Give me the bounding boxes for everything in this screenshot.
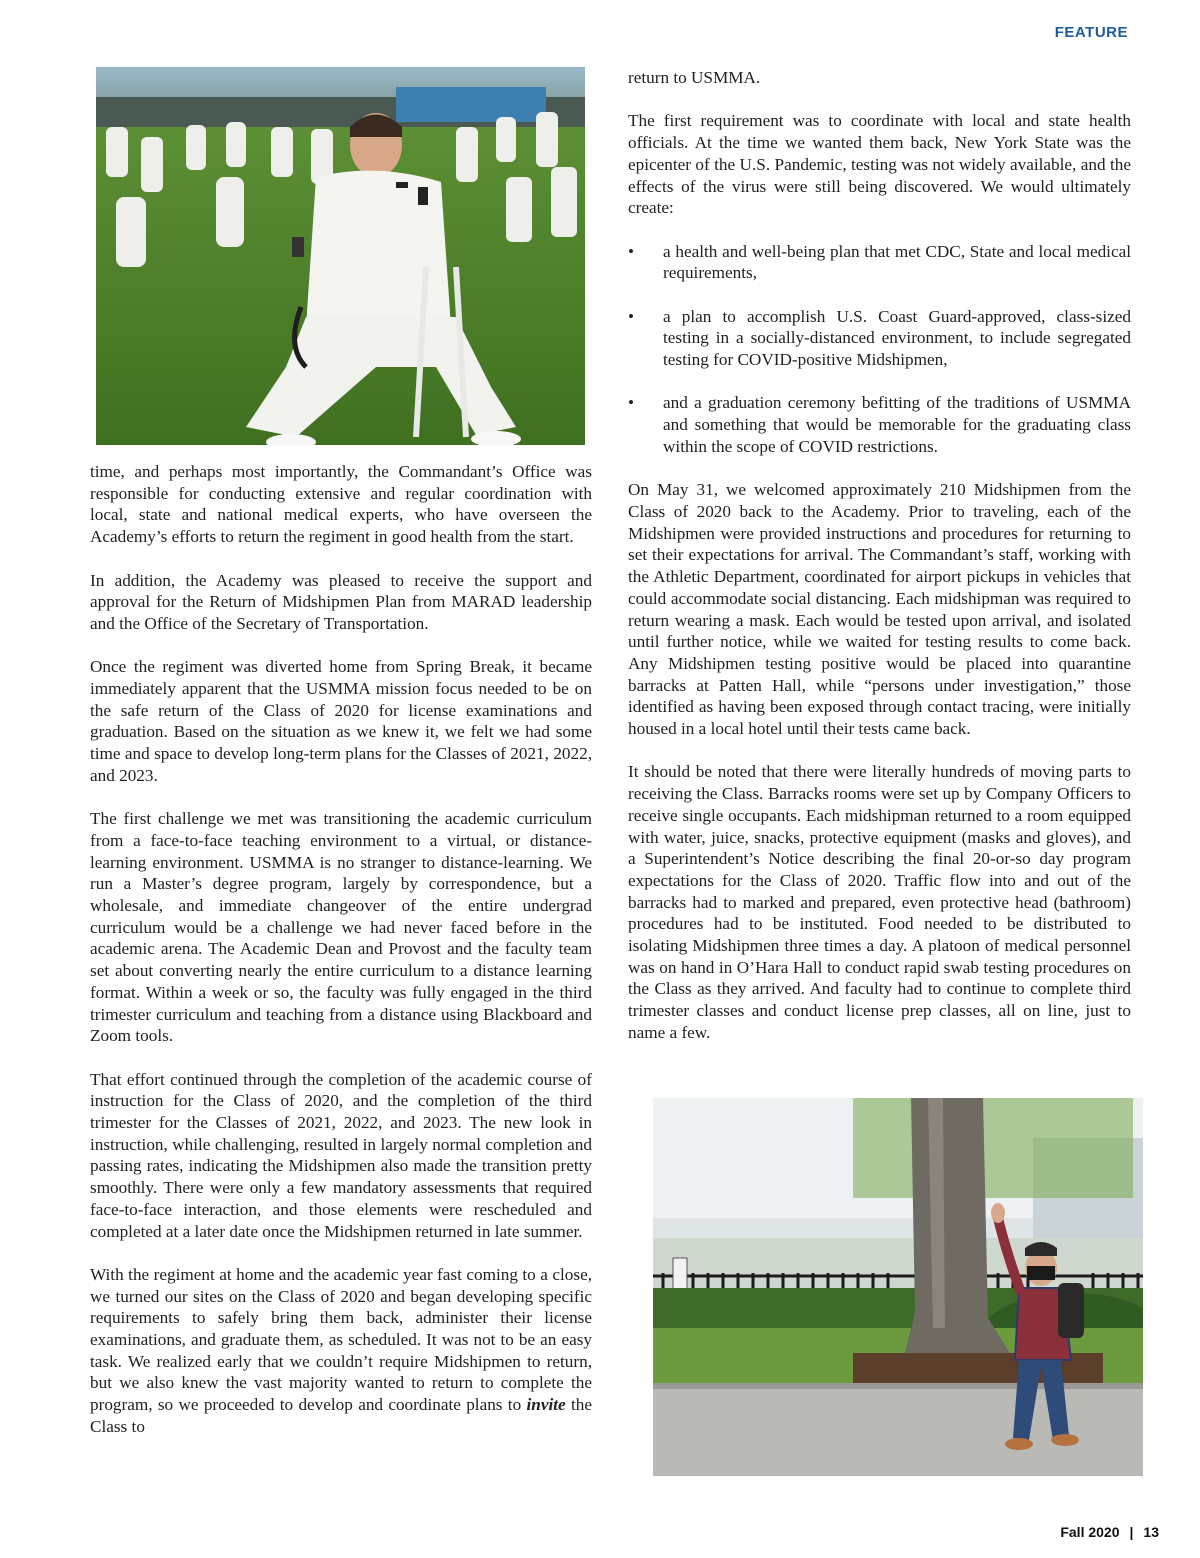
- midshipmen-lawn-photo: [96, 67, 585, 445]
- left-paragraph-4: The first challenge we met was transitioning the academic curriculum from a face-to-face teaching environment to a virtual, or distance-learning environment. USMMA is no stranger to distance-learning. We run a Master’s degree program, largely by correspondence, but a wholesale, and immediate changeover of the entire undergrad curriculum would be a challenge we had never faced before in the academic arena. The Academic Dean and Provost and the faculty team set about converting nearly the entire curriculum to a distance learning format. Within a week or so, the faculty was fully engaged in the third trimester curriculum and teaching from a distance using Blackboard and Zoom tools.: [90, 809, 592, 1046]
- right-paragraph-1: The first requirement was to coordinate with local and state health officials. At the time we wanted them back, New York State was the epicenter of the U.S. Pandemic, testing was not widely available, and the effects of the virus were still being discovered. We would ultimately create:: [628, 111, 1131, 218]
- bullet-icon: •: [628, 393, 635, 413]
- page-footer: [1060, 1524, 1159, 1540]
- left-paragraph-3: Once the regiment was diverted home from Spring Break, it became immediately apparent that the USMMA mission focus needed to be on the safe return of the Class of 2020 for license examinations and graduation. Based on the situation as we knew it, we felt we had some time and space to develop long-term plans for the Classes of 2021, 2022, and 2023.: [90, 657, 592, 785]
- issue-label: Fall 2020: [1060, 1524, 1120, 1540]
- bullet-icon: •: [628, 306, 635, 326]
- list-item-text: a plan to accomplish U.S. Coast Guard-approved, class-sized testing in a socially-distanced environment, to include segregated testing for COVID-positive Midshipmen,: [663, 306, 1131, 370]
- left-paragraph-6-end: the Class to: [90, 1395, 592, 1436]
- list-item: [628, 241, 1131, 284]
- list-item: [628, 392, 1131, 457]
- invite-emphasis: invite: [526, 1395, 566, 1415]
- left-paragraph-5: That effort continued through the completion of the academic course of instruction for the Class of 2020, and the completion of the third trimester for the Classes of 2021, 2022, and 2023. The new look in instruction, while challenging, resulted in largely normal completion and passing rates, indicating the Midshipmen also made the transition pretty smoothly. There were only a few mandatory assessments that required face-to-face interaction, and those elements were rescheduled and completed at a later date once the Midshipmen returned in late summer.: [90, 1069, 592, 1241]
- left-paragraph-1: time, and perhaps most importantly, the Commandant’s Office was responsible for conducting extensive and regular coordination with local, state and national medical experts, who have overseen the Academy’s efforts to return the regiment in good health from the start.: [90, 462, 592, 547]
- left-paragraph-6: [90, 1264, 592, 1438]
- page-number: 13: [1143, 1524, 1159, 1540]
- right-intro: return to USMMA.: [628, 68, 761, 87]
- requirements-list: [628, 241, 1131, 458]
- right-paragraph-2: On May 31, we welcomed approximately 210 Midshipmen from the Class of 2020 back to the Academy. Prior to traveling, each of the Midshipmen were provided instructions and procedures for returning to set their expectations for arrival. The Commandant’s staff, working with the Athletic Department, coordinated for airport pickups in vehicles that could accommodate social distancing. Each midshipman was required to return wearing a mask. Each would be tested upon arrival, and isolated until further notice, while we waited for testing results to come back. Any Midshipmen testing positive would be placed into quarantine barracks at Patten Hall, while “persons under investigation,” those identified as having been exposed through contact tracing, were initially housed in a local hotel until their tests came back.: [628, 480, 1131, 739]
- list-item: [628, 306, 1131, 371]
- right-text-column: [628, 67, 1131, 1065]
- section-label: FEATURE: [1054, 24, 1128, 41]
- right-paragraph-3: It should be noted that there were literally hundreds of moving parts to receiving the Class. Barracks rooms were set up by Company Officers to receive single occupants. Each midshipman returned to a room equipped with water, juice, snacks, protective equipment (masks and gloves), and a Superintendent’s Notice describing the final 20-or-so day program expectations for the Class of 2020. Traffic flow into and out of the barracks had to marked and prepared, even protective head (bathroom) procedures had to be instituted. Food needed to be distributed to isolating Midshipmen three times a day. A platoon of medical personnel was on hand in O’Hara Hall to conduct rapid swab testing procedures on the Class as they arrived. And faculty had to continue to complete third trimester classes and conduct license prep classes, all on line, just to name a few.: [628, 762, 1131, 1042]
- left-paragraph-2: In addition, the Academy was pleased to receive the support and approval for the Return of Midshipmen Plan from MARAD leadership and the Office of the Secretary of Transportation.: [90, 570, 592, 633]
- footer-separator: |: [1129, 1524, 1134, 1540]
- midshipman-tree-photo: [653, 1098, 1143, 1476]
- list-item-text: and a graduation ceremony befitting of the traditions of USMMA and something that would be memorable for the graduating class within the scope of COVID restrictions.: [663, 393, 1131, 456]
- bullet-icon: •: [628, 241, 635, 261]
- left-text-column: [90, 461, 592, 1459]
- left-paragraph-6-text: With the regiment at home and the academic year fast coming to a close, we turned our sites on the Class of 2020 and began developing specific requirements to safely bring them back, administer their license examinations, and graduate them, as scheduled. It was not to be an easy task. We realized early that we couldn’t require Midshipmen to return, but we also knew the vast majority wanted to return to complete the program, so we proceeded to develop and coordinate plans to: [90, 1264, 592, 1415]
- list-item-text: a health and well-being plan that met CDC, State and local medical requirements,: [663, 241, 1131, 283]
